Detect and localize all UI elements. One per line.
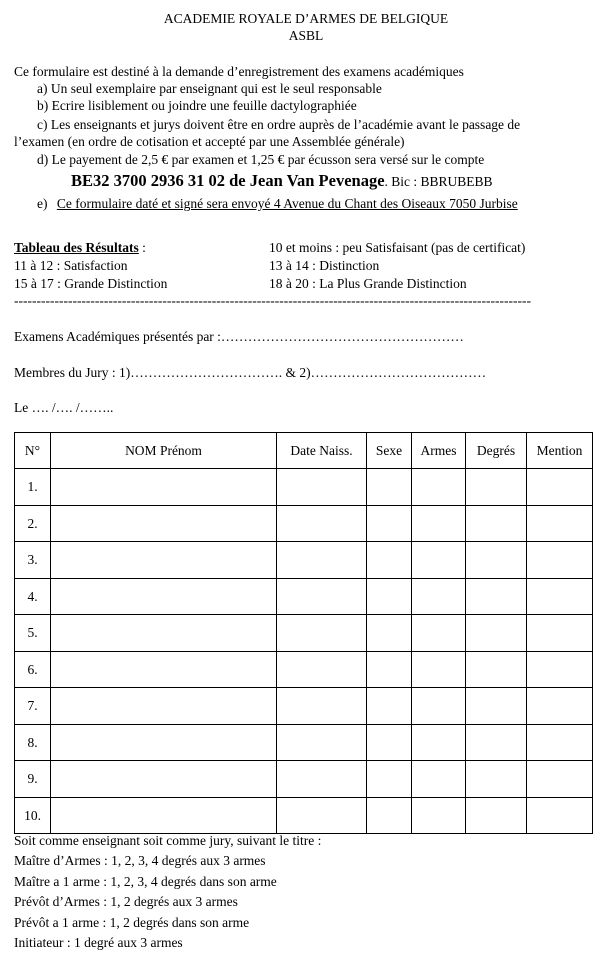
cell-sex[interactable] bbox=[367, 469, 412, 506]
cell-sex[interactable] bbox=[367, 615, 412, 652]
title-rule: Maître d’Armes : 1, 2, 3, 4 degrés aux 3 armes bbox=[14, 853, 266, 868]
cell-sex[interactable] bbox=[367, 797, 412, 834]
cell-degrees[interactable] bbox=[466, 542, 527, 579]
instruction-e-label: e) bbox=[37, 196, 48, 211]
cell-name[interactable] bbox=[51, 542, 277, 579]
cell-mention[interactable] bbox=[527, 688, 593, 725]
cell-weapons[interactable] bbox=[412, 761, 466, 798]
cell-name[interactable] bbox=[51, 724, 277, 761]
cell-mention[interactable] bbox=[527, 615, 593, 652]
instruction-a: a) Un seul exemplaire par enseignant qui est le seul responsable bbox=[37, 81, 382, 96]
cell-degrees[interactable] bbox=[466, 469, 527, 506]
column-header-weapons: Armes bbox=[412, 433, 466, 469]
cell-weapons[interactable] bbox=[412, 724, 466, 761]
cell-weapons[interactable] bbox=[412, 651, 466, 688]
results-heading bbox=[14, 239, 146, 256]
cell-birthdate[interactable] bbox=[277, 542, 367, 579]
cell-birthdate[interactable] bbox=[277, 505, 367, 542]
cell-number: 10. bbox=[15, 797, 51, 834]
cell-number: 5. bbox=[15, 615, 51, 652]
table-header-row bbox=[15, 433, 593, 469]
intro-text: Ce formulaire est destiné à la demande d’enregistrement des examens académiques bbox=[14, 64, 464, 79]
table-row bbox=[15, 651, 593, 688]
bank-account bbox=[71, 172, 493, 190]
instruction-e bbox=[37, 195, 518, 212]
results-scale-item: 10 et moins : peu Satisfaisant (pas de certificat) bbox=[269, 240, 526, 255]
exam-results-table bbox=[14, 432, 593, 834]
cell-degrees[interactable] bbox=[466, 724, 527, 761]
cell-degrees[interactable] bbox=[466, 578, 527, 615]
cell-name[interactable] bbox=[51, 578, 277, 615]
cell-birthdate[interactable] bbox=[277, 724, 367, 761]
account-number: BE32 3700 2936 31 02 de Jean Van Pevenage bbox=[71, 171, 385, 190]
column-header-birthdate: Date Naiss. bbox=[277, 433, 367, 469]
cell-mention[interactable] bbox=[527, 724, 593, 761]
column-header-degrees: Degrés bbox=[466, 433, 527, 469]
instruction-c-line2: l’examen (en ordre de cotisation et accepté par une Assemblée générale) bbox=[14, 134, 405, 149]
document-subtitle: ASBL bbox=[288, 28, 324, 43]
instruction-d: d) Le payement de 2,5 € par examen et 1,25 € par écusson sera versé sur le compte bbox=[37, 152, 485, 167]
cell-sex[interactable] bbox=[367, 724, 412, 761]
results-scale-item: 18 à 20 : La Plus Grande Distinction bbox=[269, 276, 467, 291]
table-row bbox=[15, 542, 593, 579]
cell-number: 2. bbox=[15, 505, 51, 542]
cell-degrees[interactable] bbox=[466, 505, 527, 542]
cell-name[interactable] bbox=[51, 651, 277, 688]
cell-birthdate[interactable] bbox=[277, 469, 367, 506]
title-rule: Maître a 1 arme : 1, 2, 3, 4 degrés dans son arme bbox=[14, 874, 277, 889]
jury-members-field[interactable]: Membres du Jury : 1)……………………………. & 2)………………………………… bbox=[14, 365, 487, 380]
account-bic: . Bic : BBRUBEBB bbox=[384, 174, 493, 189]
column-header-mention: Mention bbox=[527, 433, 593, 469]
cell-sex[interactable] bbox=[367, 505, 412, 542]
table-row bbox=[15, 724, 593, 761]
footer-intro: Soit comme enseignant soit comme jury, suivant le titre : bbox=[14, 833, 322, 848]
results-scale-item: 13 à 14 : Distinction bbox=[269, 258, 380, 273]
table-row bbox=[15, 505, 593, 542]
title-rule: Prévôt d’Armes : 1, 2 degrés aux 3 armes bbox=[14, 894, 238, 909]
cell-sex[interactable] bbox=[367, 688, 412, 725]
cell-mention[interactable] bbox=[527, 578, 593, 615]
title-rule: Initiateur : 1 degré aux 3 armes bbox=[14, 935, 183, 950]
cell-birthdate[interactable] bbox=[277, 688, 367, 725]
cell-number: 3. bbox=[15, 542, 51, 579]
cell-birthdate[interactable] bbox=[277, 761, 367, 798]
cell-degrees[interactable] bbox=[466, 688, 527, 725]
instruction-c-line1: c) Les enseignants et jurys doivent être en ordre auprès de l’académie avant le passage de bbox=[37, 117, 521, 132]
cell-weapons[interactable] bbox=[412, 615, 466, 652]
column-header-number: N° bbox=[15, 433, 51, 469]
cell-name[interactable] bbox=[51, 615, 277, 652]
cell-degrees[interactable] bbox=[466, 797, 527, 834]
cell-weapons[interactable] bbox=[412, 505, 466, 542]
cell-number: 6. bbox=[15, 651, 51, 688]
instruction-b: b) Ecrire lisiblement ou joindre une feuille dactylographiée bbox=[37, 98, 357, 113]
cell-sex[interactable] bbox=[367, 761, 412, 798]
presented-by-field[interactable]: Examens Académiques présentés par :……………………………………………… bbox=[14, 329, 464, 344]
results-scale-item: 11 à 12 : Satisfaction bbox=[14, 258, 128, 273]
cell-name[interactable] bbox=[51, 469, 277, 506]
cell-degrees[interactable] bbox=[466, 651, 527, 688]
table-row bbox=[15, 469, 593, 506]
cell-sex[interactable] bbox=[367, 578, 412, 615]
cell-degrees[interactable] bbox=[466, 615, 527, 652]
results-heading-colon: : bbox=[138, 240, 146, 255]
cell-number: 7. bbox=[15, 688, 51, 725]
cell-mention[interactable] bbox=[527, 469, 593, 506]
cell-number: 4. bbox=[15, 578, 51, 615]
cell-name[interactable] bbox=[51, 761, 277, 798]
cell-mention[interactable] bbox=[527, 651, 593, 688]
cell-degrees[interactable] bbox=[466, 761, 527, 798]
cell-mention[interactable] bbox=[527, 797, 593, 834]
cell-number: 9. bbox=[15, 761, 51, 798]
table-row bbox=[15, 761, 593, 798]
cell-name[interactable] bbox=[51, 505, 277, 542]
table-row bbox=[15, 578, 593, 615]
cell-sex[interactable] bbox=[367, 651, 412, 688]
cell-weapons[interactable] bbox=[412, 542, 466, 579]
cell-mention[interactable] bbox=[527, 761, 593, 798]
cell-weapons[interactable] bbox=[412, 469, 466, 506]
cell-mention[interactable] bbox=[527, 542, 593, 579]
cell-birthdate[interactable] bbox=[277, 797, 367, 834]
cell-birthdate[interactable] bbox=[277, 615, 367, 652]
cell-sex[interactable] bbox=[367, 542, 412, 579]
column-header-sex: Sexe bbox=[367, 433, 412, 469]
cell-weapons[interactable] bbox=[412, 688, 466, 725]
cell-number: 8. bbox=[15, 724, 51, 761]
table-row bbox=[15, 615, 593, 652]
cell-weapons[interactable] bbox=[412, 797, 466, 834]
cell-number: 1. bbox=[15, 469, 51, 506]
cell-birthdate[interactable] bbox=[277, 651, 367, 688]
date-field[interactable]: Le …. /…. /…….. bbox=[14, 400, 114, 415]
title-rule: Prévôt a 1 arme : 1, 2 degrés dans son arme bbox=[14, 915, 250, 930]
cell-name[interactable] bbox=[51, 797, 277, 834]
results-scale-item: 15 à 17 : Grande Distinction bbox=[14, 276, 168, 291]
results-heading-title: Tableau des Résultats bbox=[14, 240, 139, 255]
cell-birthdate[interactable] bbox=[277, 578, 367, 615]
cell-name[interactable] bbox=[51, 688, 277, 725]
separator-line: ------------------------------------------------------------------------------------------------------------------- bbox=[14, 293, 531, 308]
cell-mention[interactable] bbox=[527, 505, 593, 542]
table-row bbox=[15, 688, 593, 725]
column-header-name: NOM Prénom bbox=[51, 433, 277, 469]
table-row bbox=[15, 797, 593, 834]
cell-weapons[interactable] bbox=[412, 578, 466, 615]
instruction-e-text: Ce formulaire daté et signé sera envoyé 4 Avenue du Chant des Oiseaux 7050 Jurbise bbox=[56, 196, 518, 211]
document-title: ACADEMIE ROYALE D’ARMES DE BELGIQUE bbox=[163, 11, 449, 26]
